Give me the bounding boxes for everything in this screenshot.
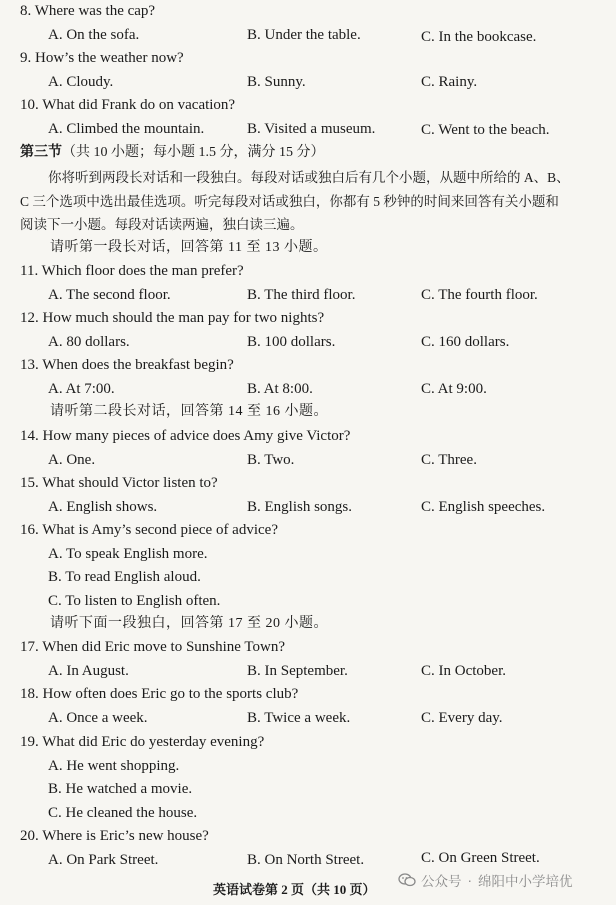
listening-note: 请听第二段长对话，回答第 14 至 16 小题。 xyxy=(50,404,328,419)
option-b: B. English songs. xyxy=(247,499,353,515)
watermark-separator: · xyxy=(467,872,472,888)
option-c: C. The fourth floor. xyxy=(421,287,538,303)
option-c: C. 160 dollars. xyxy=(421,334,510,350)
question-stem: 20. Where is Eric’s new house? xyxy=(20,828,209,844)
question-stem: 12. How much should the man pay for two nights? xyxy=(20,310,325,326)
option-c: C. On Green Street. xyxy=(421,850,540,866)
option-c: C. To listen to English often. xyxy=(48,593,221,609)
watermark xyxy=(398,870,573,890)
option-c: C. In October. xyxy=(421,663,506,679)
option-a: A. In August. xyxy=(48,663,129,679)
section-instructions-line: 你将听到两段长对话和一段独白。每段对话或独白后有几个小题，从题中所给的 A、B、 xyxy=(48,170,570,185)
question-stem: 18. How often does Eric go to the sports club? xyxy=(20,686,299,702)
option-b: B. On North Street. xyxy=(247,852,365,868)
option-c: C. He cleaned the house. xyxy=(48,805,198,821)
option-b: B. The third floor. xyxy=(247,287,356,303)
question-stem: 14. How many pieces of advice does Amy give Victor? xyxy=(20,428,351,444)
option-a: A. At 7:00. xyxy=(48,381,115,397)
option-b: B. Under the table. xyxy=(247,27,361,43)
option-c: C. Rainy. xyxy=(421,74,478,90)
question-stem: 19. What did Eric do yesterday evening? xyxy=(20,734,265,750)
option-c: C. At 9:00. xyxy=(421,381,487,397)
option-b: B. To read English aloud. xyxy=(48,569,201,585)
option-a: A. One. xyxy=(48,452,96,468)
option-b: B. Two. xyxy=(247,452,295,468)
option-b: B. In September. xyxy=(247,663,348,679)
option-c: C. Three. xyxy=(421,452,477,468)
option-b: B. Visited a museum. xyxy=(247,121,376,137)
option-a: A. 80 dollars. xyxy=(48,334,130,350)
section-title: 第三节 xyxy=(20,145,62,160)
section-instructions-line: C 三个选项中选出最佳选项。听完每段对话或独白，你都有 5 秒钟的时间来回答有关小题和 xyxy=(20,194,559,209)
question-stem: 13. When does the breakfast begin? xyxy=(20,357,234,373)
question-stem: 15. What should Victor listen to? xyxy=(20,475,218,491)
option-c: C. Every day. xyxy=(421,710,503,726)
option-c: C. Went to the beach. xyxy=(421,122,550,138)
option-b: B. 100 dollars. xyxy=(247,334,336,350)
option-a: A. The second floor. xyxy=(48,287,171,303)
question-stem: 10. What did Frank do on vacation? xyxy=(20,97,236,113)
option-a: A. Cloudy. xyxy=(48,74,114,90)
question-stem: 16. What is Amy’s second piece of advice? xyxy=(20,522,278,538)
option-b: B. He watched a movie. xyxy=(48,781,193,797)
option-a: A. English shows. xyxy=(48,499,158,515)
option-a: A. He went shopping. xyxy=(48,758,180,774)
option-b: B. At 8:00. xyxy=(247,381,313,397)
option-c: C. English speeches. xyxy=(421,499,546,515)
listening-note: 请听下面一段独白，回答第 17 至 20 小题。 xyxy=(50,616,328,631)
option-b: B. Twice a week. xyxy=(247,710,351,726)
option-a: A. To speak English more. xyxy=(48,546,208,562)
section-header xyxy=(20,143,325,163)
watermark-source: 公众号 xyxy=(421,874,462,889)
option-c: C. In the bookcase. xyxy=(421,29,537,45)
listening-note: 请听第一段长对话，回答第 11 至 13 小题。 xyxy=(50,240,328,255)
question-stem: 11. Which floor does the man prefer? xyxy=(20,263,244,279)
option-a: A. Once a week. xyxy=(48,710,148,726)
option-a: A. Climbed the mountain. xyxy=(48,121,205,137)
question-stem: 8. Where was the cap? xyxy=(20,3,156,19)
wechat-icon xyxy=(398,873,416,887)
page-footer: 英语试卷第 2 页（共 10 页） xyxy=(213,882,376,897)
option-a: A. On Park Street. xyxy=(48,852,159,868)
option-a: A. On the sofa. xyxy=(48,27,140,43)
question-stem: 9. How’s the weather now? xyxy=(20,50,184,66)
section-instructions-line: 阅读下一小题。每段对话读两遍，独白读三遍。 xyxy=(20,217,304,232)
section-info: （共 10 小题；每小题 1.5 分，满分 15 分） xyxy=(62,145,325,160)
option-b: B. Sunny. xyxy=(247,74,306,90)
watermark-name: 绵阳中小学培优 xyxy=(478,874,573,889)
question-stem: 17. When did Eric move to Sunshine Town? xyxy=(20,639,286,655)
